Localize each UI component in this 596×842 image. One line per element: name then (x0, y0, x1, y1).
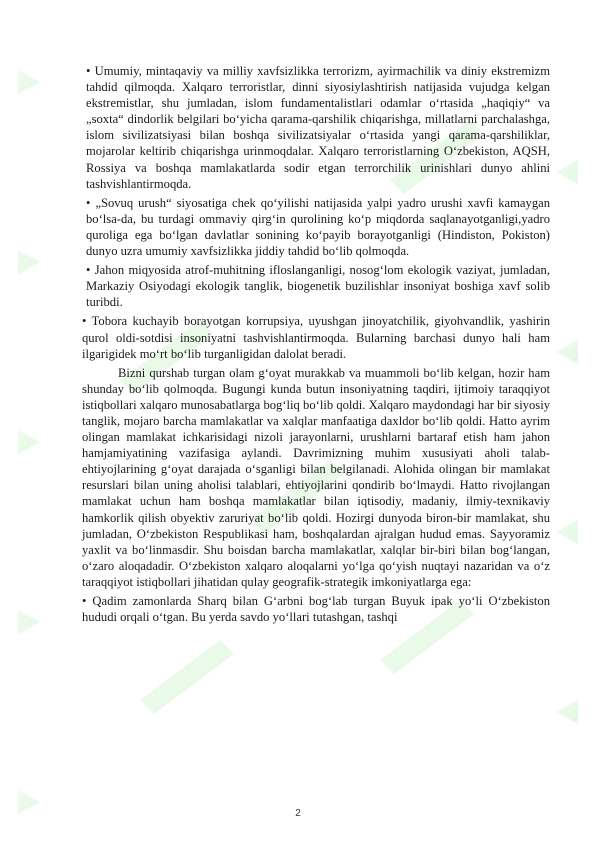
paragraph-corruption: • Tobora kuchayib borayotgan korrupsiya, uyushgan jinoyatchilik, giyohvandlik, yashirin qurol oldi-sotdisi insoniyatni tashvishlantirmoqda. Bularning barchasi dunyo hali ham ilgarigidek mo‘rt bo‘lib turganligidan dalolat beradi. (82, 314, 550, 361)
paragraph-world-context: Bizni qurshab turgan olam g‘oyat murakkab va muammoli bo‘lib kelgan, hozir ham shunday bo‘lib qolmoqda. Bugungi kunda butun insoniyatning taqdiri, ijtimoiy taraqqiyot istiqbollari xalqaro munosabatlarga bog‘liq bo‘lib qoldi. Xalqaro maydondagi har bir siyosiy tanglik, mojaro barcha mamlakatlar va xalqlar manfaatiga daxldor bo‘lib qoldi. Hatto ayrim olingan mamlakat ichkarisidagi nizoli jarayonlarni, urushlarni bartaraf etish ham jahon hamjamiyatining vazifasiga aylandi. Davrimizning muhim xususiyati aholi talab-ehtiyojlarining g‘oyat darajada o‘sganligi bilan belgilanadi. Alohida olingan bir mamlakat resurslari bilan uning aholisi talablari, ehtiyojlarini qondirib bo‘lmaydi. Hatto rivojlangan mamlakat uchun ham boshqa mamlakatlar bilan iqtisodiy, madaniy, ilmiy-texnikaviy hamkorlik qilish obyektiv zaruriyat bo‘lib qoldi. Hozirgi dunyoda biron-bir mamlakat, shu jumladan, O‘zbekiston Respublikasi ham, boshqalardan ajralgan hudud emas. Sayyoramiz yaxlit va bo‘linmasdir. Shu boisdan barcha mamlakatlar, xalqlar bir-biri bilan bog‘langan, o‘zaro aloqadadir. O‘zbekiston xalqaro aloqalarni yo‘lga qo‘yish nuqtayi nazaridan va o‘z taraqqiyot istiqbollari jihatidan qulay geografik-strategik imkoniyatlarga ega: (82, 365, 550, 589)
paragraph-ecology: • Jahon miqyosida atrof-muhitning ifloslanganligi, nosog‘lom ekologik vaziyat, jumladan, Markaziy Osiyodagi ekologik tanglik, biogenetik buzilishlar insoniyat boshiga xavf solib turibdi. (86, 263, 550, 310)
document-body (82, 63, 550, 628)
paragraph-terrorism: • Umumiy, mintaqaviy va milliy xavfsizlikka terrorizm, ayirmachilik va diniy ekstremizm tahdid qilmoqda. Xalqaro terroristlar, dinni siyosiylashtirish natijasida vujudga kelgan ekstremistlar, shu jumladan, islom fundamentalistlari odamlar o‘rtasida „haqiqiy“ va „soxta“ dindorlik belgilari bo‘yicha qarama-qarshilik chiqarishga, millatlarni parchalashga, islom sivilizatsiyasi bilan boshqa sivilizatsiyalar o‘rtasida yangi qarama-qarshiliklar, mojarolar keltirib chiqarishga urinmoqdalar. Xalqaro terroristlarning O‘zbekiston, AQSH, Rossiya va boshqa mamlakatlarda sodir etgan terrorchilik urinishlari dunyo ahlini tashvishlantirmoqda. (86, 64, 550, 191)
paragraph-cold-war: • „Sovuq urush“ siyosatiga chek qo‘yilishi natijasida yalpi yadro urushi xavfi kamaygan bo‘lsa-da, bu turdagi ommaviy qirg‘in qurolining ko‘p miqdorda saqlanayotganligi,yadro quroliga ega bo‘lgan davlatlar sonining ko‘payib borayotganligi (Hindiston, Pokiston) dunyo uzra umumiy xavfsizlikka jiddiy tahdid bo‘lib qolmoqda. (86, 195, 550, 259)
page-number: 2 (295, 808, 301, 819)
paragraph-silk-road: • Qadim zamonlarda Sharq bilan G‘arbni bog‘lab turgan Buyuk ipak yo‘li O‘zbekiston hududi orqali o‘tgan. Bu yerda savdo yo‘llari tutashgan, tashqi (82, 594, 550, 625)
